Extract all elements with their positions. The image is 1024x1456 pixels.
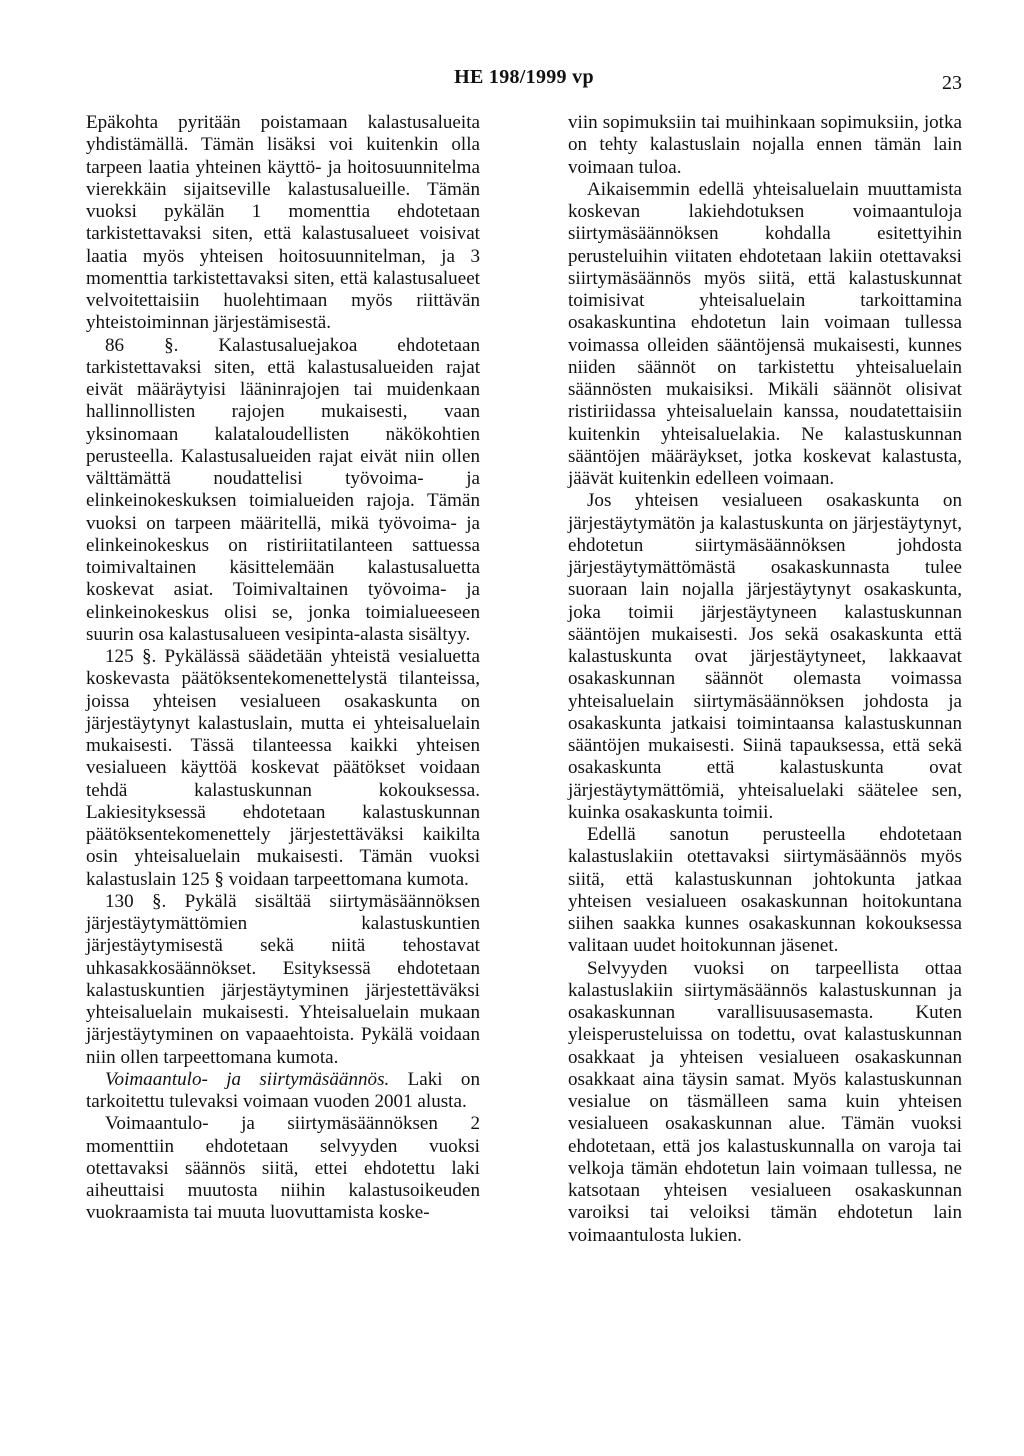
paragraph: Voimaantulo- ja siirtymäsäännöksen 2 momenttiin ehdotetaan selvyyden vuoksi otettavaksi säännös siitä, ettei ehdotettu laki aiheuttaisi muutosta niihin kalastusoikeuden vuokraamista tai muuta luovuttamista koske-: [86, 1113, 480, 1224]
paragraph: [86, 1069, 480, 1114]
page-number: 23: [942, 72, 962, 94]
paragraph-text: Laki on tarkoitettu tulevaksi voimaan vuoden 2001 alusta.: [86, 1068, 480, 1112]
paragraph: Epäkohta pyritään poistamaan kalastusalueita yhdistämällä. Tämän lisäksi voi kuitenkin olla tarpeen laatia yhteinen käyttö- ja hoitosuunnitelma vierekkäin sijaitseville kalastusalueille. Tämän vuoksi pykälän 1 momenttia ehdotetaan tarkistettavaksi siten, että kalastusalueet voisivat laatia myös yhteisen hoitosuunnitelman, ja 3 momenttia tarkistettavaksi siten, että kalastusalueet velvoitettaisiin huolehtimaan myös riittävän yhteistoiminnan järjestämisestä.: [86, 112, 480, 334]
right-column: [568, 112, 962, 1247]
paragraph: Aikaisemmin edellä yhteisaluelain muuttamista koskevan lakiehdotuksen voimaantuloja siirtymäsäännöksen kohdalla esitettyihin perusteluihin viitaten ehdotetaan lakiin otettavaksi siirtymäsäännös myös siitä, että kalastuskunnat toimisivat yhteisaluelain tarkoittamina osakaskuntina ehdotetun lain voimaan tullessa voimassa olleiden sääntöjensä mukaisesti, kunnes niiden säännöt on tarkistettu yhteisaluelain säännösten mukaisiksi. Mikäli säännöt olisivat ristiriidassa yhteisaluelain kanssa, noudatettaisiin kuitenkin yhteisaluelakia. Ne kalastuskunnan sääntöjen määräykset, jotka koskevat kalastusta, jäävät kuitenkin edelleen voimaan.: [568, 178, 962, 489]
paragraph: Edellä sanotun perusteella ehdotetaan kalastuslakiin otettavaksi siirtymäsäännös myös siitä, että kalastuskunnan johtokunta jatkaa yhteisen vesialueen osakaskunnan hoitokuntana siihen saakka kunnes osakaskunnan kokouksessa valitaan uudet hoitokunnan jäsenet.: [568, 824, 962, 957]
left-column: [86, 112, 480, 1247]
text-columns: [86, 112, 962, 1247]
page-header: [86, 66, 962, 96]
paragraph-lead: Voimaantulo- ja siirtymäsäännös.: [105, 1068, 390, 1090]
paragraph: 130 §. Pykälä sisältää siirtymäsäännöksen järjestäytymättömien kalastuskuntien järjestäytymisestä sekä niitä tehostavat uhkasakkosäännökset. Esityksessä ehdotetaan kalastuskuntien järjestäytyminen järjestettäväksi yhteisaluelain mukaisesti. Yhteisaluelain mukaan järjestäytyminen on vapaaehtoista. Pykälä voidaan niin ollen tarpeettomana kumota.: [86, 890, 480, 1068]
paragraph: Selvyyden vuoksi on tarpeellista ottaa kalastuslakiin siirtymäsäännös kalastuskunnan ja osakaskunnan varallisuusasemasta. Kuten yleisperusteluissa on todettu, ovat kalastuskunnan osakkaat ja yhteisen vesialueen osakaskunnan osakkaat aina täysin samat. Myös kalastuskunnan vesialue on täsmälleen sama kuin yhteisen vesialueen osakaskunnan alue. Tämän vuoksi ehdotetaan, että jos kalastuskunnalla on varoja tai velkoja tämän ehdotetun lain voimaan tullessa, ne katsotaan yhteisen vesialueen osakaskunnan varoiksi tai veloiksi tämän ehdotetun lain voimaantulosta lukien.: [568, 957, 962, 1246]
paragraph: viin sopimuksiin tai muihinkaan sopimuksiin, jotka on tehty kalastuslain nojalla ennen tämän lain voimaan tuloa.: [568, 112, 962, 178]
document-title: HE 198/1999 vp: [454, 66, 594, 88]
paragraph: 125 §. Pykälässä säädetään yhteistä vesialuetta koskevasta päätöksentekomenettelystä tilanteissa, joissa yhteisen vesialueen osakaskunta on järjestäytynyt kalastuslain, mutta ei yhteisaluelain mukaisesti. Tässä tilanteessa kaikki yhteisen vesialueen käyttöä koskevat päätökset voidaan tehdä kalastuskunnan kokouksessa. Lakiesityksessä ehdotetaan kalastuskunnan päätöksentekomenettely järjestettäväksi kaikilta osin yhteisaluelain mukaisesti. Tämän vuoksi kalastuslain 125 § voidaan tarpeettomana kumota.: [86, 646, 480, 890]
paragraph: Jos yhteisen vesialueen osakaskunta on järjestäytymätön ja kalastuskunta on järjestäytynyt, ehdotetun siirtymäsäännöksen johdosta järjestäytymättömästä osakaskunnasta tulee suoraan lain nojalla järjestäytynyt osakaskunta, joka toimii järjestäytyneen kalastuskunnan sääntöjen mukaisesti. Jos sekä osakaskunta että kalastuskunta ovat järjestäytyneet, lakkaavat osakaskunnan säännöt olemasta voimassa yhteisaluelain siirtymäsäännöksen johdosta ja osakaskunta jatkaisi toimintaansa kalastuskunnan sääntöjen mukaisesti. Siinä tapauksessa, että sekä osakaskunta että kalastuskunta ovat järjestäytymättömiä, yhteisaluelaki säätelee sen, kuinka osakaskunta toimii.: [568, 490, 962, 823]
paragraph: 86 §. Kalastusaluejakoa ehdotetaan tarkistettavaksi siten, että kalastusalueiden rajat eivät määräytyisi lääninrajojen tai muidenkaan hallinnollisten rajojen mukaisesti, vaan yksinomaan kalataloudellisten näkökohtien perusteella. Kalastusalueiden rajat eivät niin ollen välttämättä noudattelisi työvoima- ja elinkeinokeskuksen toimialueiden rajoja. Tämän vuoksi on tarpeen määritellä, mikä työvoima- ja elinkeinokeskus on ristiriitatilanteen sattuessa toimivaltainen käsittelemään kalastusaluetta koskevat asiat. Toimivaltainen työvoima- ja elinkeinokeskus olisi se, jonka toimialueeseen suurin osa kalastusalueen vesipinta-alasta sisältyy.: [86, 334, 480, 645]
